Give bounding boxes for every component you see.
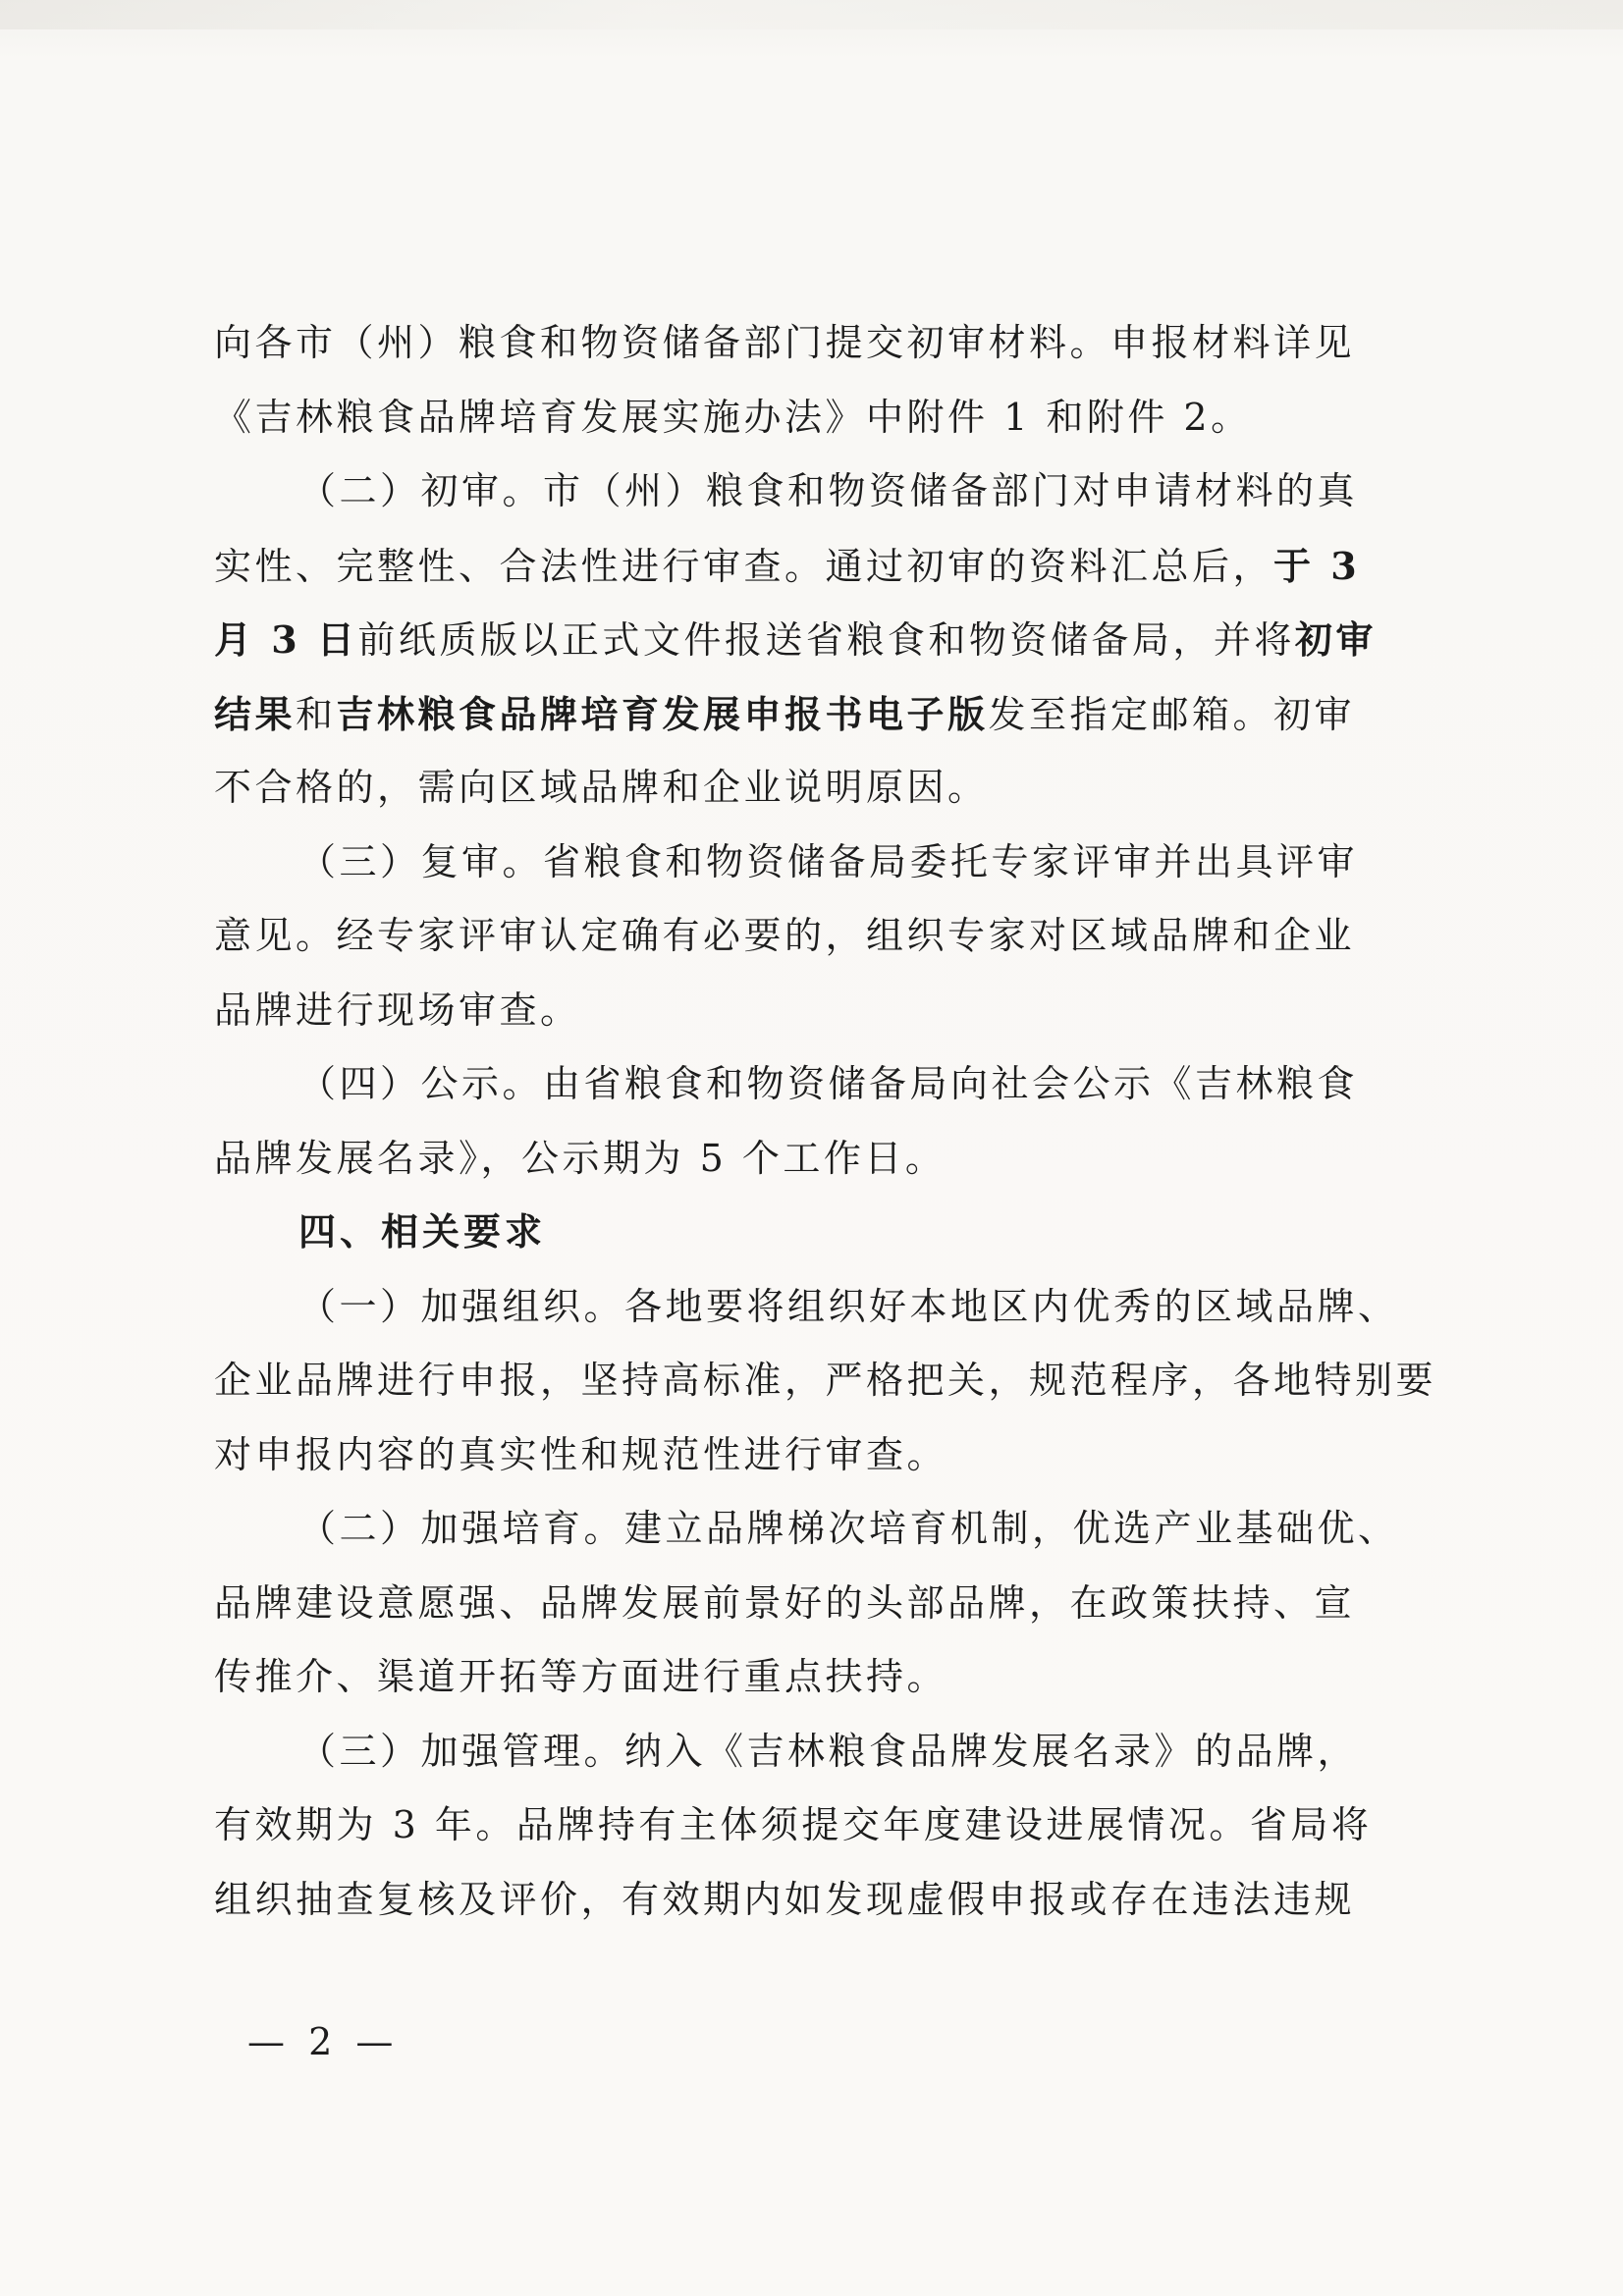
text-line: 意见。经专家评审认定确有必要的，组织专家对区域品牌和企业 xyxy=(214,914,1356,957)
bold-text: 吉林粮食品牌培育发展申报书电子版 xyxy=(336,691,989,736)
text-line: 对申报内容的真实性和规范性进行审查。 xyxy=(214,1432,948,1476)
text-line: 品牌发展名录》，公示期为 5 个工作日。 xyxy=(214,1136,947,1180)
text-line: 月 3 日前纸质版以正式文件报送省粮食和物资储备局，并将初审 xyxy=(214,617,1377,662)
text-line: 《吉林粮食品牌培育发展实施办法》中附件 1 和附件 2。 xyxy=(214,395,1252,439)
document-body xyxy=(214,306,1437,1937)
text-line: 传推介、渠道开拓等方面进行重点扶持。 xyxy=(214,1655,948,1698)
paragraph-start: （三）加强管理。纳入《吉林粮食品牌发展名录》的品牌， xyxy=(298,1729,1359,1773)
text-line: 结果和吉林粮食品牌培育发展申报书电子版发至指定邮箱。初审 xyxy=(214,691,1356,736)
paragraph-start: （一）加强组织。各地要将组织好本地区内优秀的区域品牌、 xyxy=(298,1284,1399,1328)
paragraph-start: （三）复审。省粮食和物资储备局委托专家评审并出具评审 xyxy=(298,839,1359,883)
text-line: 实性、完整性、合法性进行审查。通过初审的资料汇总后，于 3 xyxy=(214,543,1361,588)
text-line: 不合格的，需向区域品牌和企业说明原因。 xyxy=(214,766,989,809)
bold-text: 于 3 xyxy=(1273,543,1361,588)
paragraph-start: （四）公示。由省粮食和物资储备局向社会公示《吉林粮食 xyxy=(298,1062,1359,1105)
bold-text: 初审 xyxy=(1294,617,1377,662)
text-line: 品牌进行现场审查。 xyxy=(214,988,581,1032)
bold-text: 月 3 日 xyxy=(214,617,358,662)
page-number: — 2 — xyxy=(247,2020,400,2063)
text-line: 企业品牌进行申报，坚持高标准，严格把关，规范程序，各地特别要 xyxy=(214,1359,1437,1402)
text-line: 组织抽查复核及评价，有效期内如发现虚假申报或存在违法违规 xyxy=(214,1877,1356,1921)
text-line: 向各市（州）粮食和物资储备部门提交初审材料。申报材料详见 xyxy=(214,321,1356,364)
paragraph-start: （二）初审。市（州）粮食和物资储备部门对申请材料的真 xyxy=(298,469,1359,512)
text-line: 有效期为 3 年。品牌持有主体须提交年度建设进展情况。省局将 xyxy=(214,1803,1373,1846)
text-line: 品牌建设意愿强、品牌发展前景好的头部品牌，在政策扶持、宣 xyxy=(214,1580,1356,1625)
section-heading: 四、相关要求 xyxy=(298,1210,547,1254)
bold-text: 结果 xyxy=(214,691,297,736)
scan-top-edge xyxy=(0,0,1623,29)
paragraph-start: （二）加强培育。建立品牌梯次培育机制，优选产业基础优、 xyxy=(298,1507,1399,1550)
